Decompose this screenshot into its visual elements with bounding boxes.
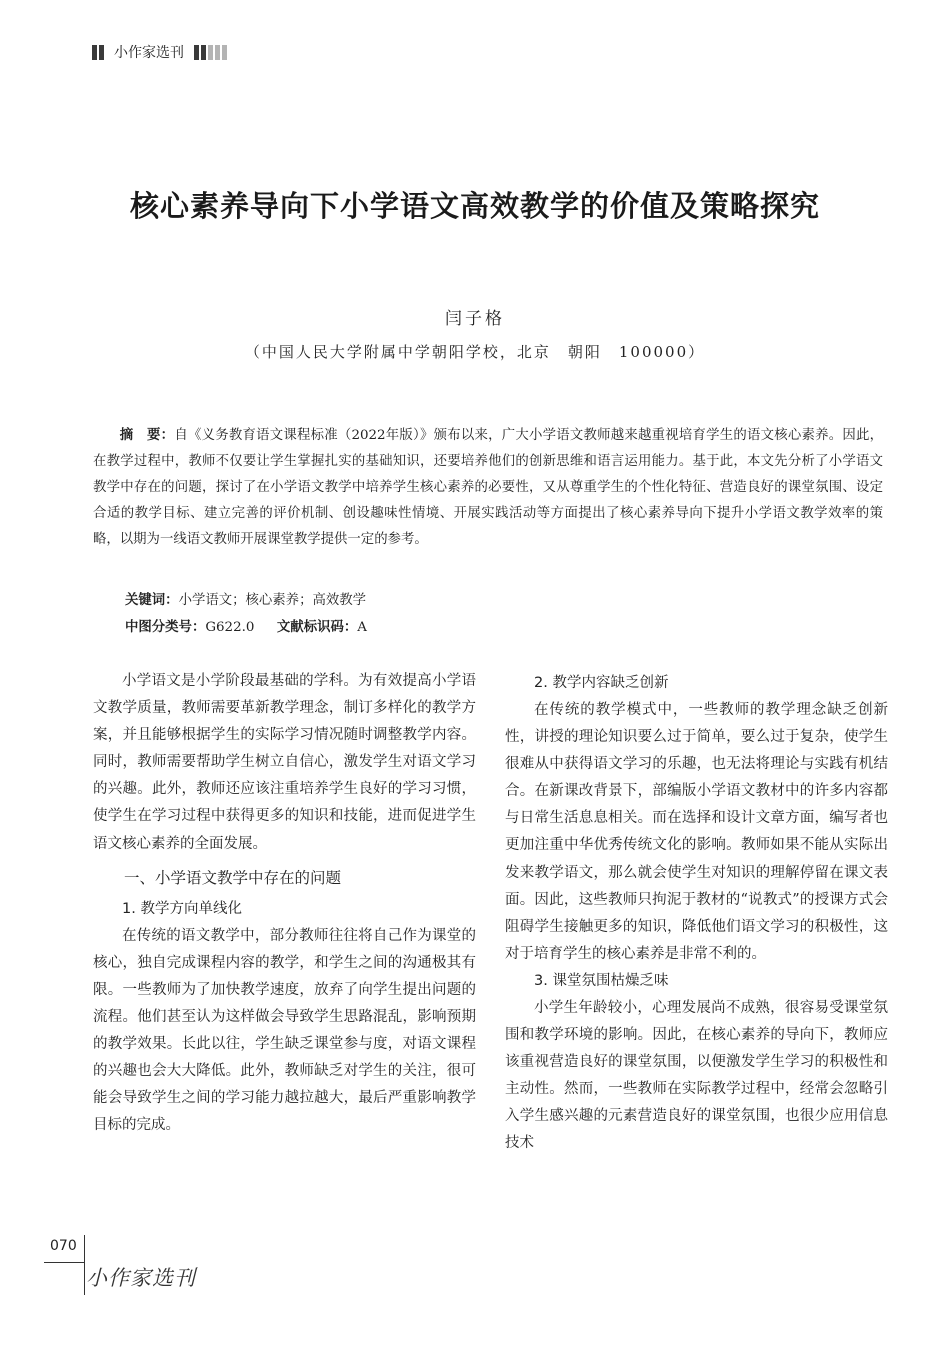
journal-logo: 小作家选刊 [86, 1266, 196, 1290]
keywords-text: 小学语文；核心素养；高效教学 [178, 593, 367, 608]
section-heading: 一、小学语文教学中存在的问题 [124, 868, 342, 887]
intro-paragraph: 小学语文是小学阶段最基础的学科。为有效提高小学语文教学质量，教师需要革新教学理念，制订多样化的教学方案，并且能够根据学生的实际学习情况随时调整教学内容。同时，教师需要帮助学生树立自信心，激发学生对语文学习的兴趣。此外，教师还应该注重培养学生良好的学习习惯，使学生在学习过程中获得更多的知识和技能，进而促进学生语文核心素养的全面发展。 [93, 673, 476, 852]
subsection-heading: 2. 教学内容缺乏创新 [534, 675, 669, 691]
abstract-label: 摘 要： [119, 428, 175, 443]
doc-code-value: A [357, 620, 367, 635]
abstract [93, 423, 883, 553]
subsection-heading: 1. 教学方向单线化 [122, 900, 242, 917]
keywords-label: 关键词： [125, 593, 179, 608]
header-bar-icon [194, 45, 199, 60]
page-number: 070 [50, 1238, 77, 1254]
subsection-heading: 3. 课堂氛围枯燥乏味 [534, 972, 669, 989]
left-column [93, 668, 476, 1139]
body-paragraph: 在传统的语文教学中，部分教师往往将自己作为课堂的核心，独自完成课程内容的教学，和学生之间的沟通极其有限。一些教师为了加快教学速度，放弃了向学生提出问题的流程。他们甚至认为这样做会导致学生思路混乱，影响预期的教学效果。长此以往，学生缺乏课堂参与度，对语文课程的兴趣也会大大降低。此外，教师缺乏对学生的关注，很可能会导致学生之间的学习能力越拉越大，最后严重影响教学目标的完成。 [93, 927, 476, 1134]
header-bar-icon [208, 45, 213, 60]
right-column [505, 668, 888, 1158]
body-paragraph: 在传统的教学模式中，一些教师的教学理念缺乏创新性，讲授的理论知识要么过于简单，要么过于复杂，使学生很难从中获得语文学习的乐趣，也无法将理论与实践有机结合。在新课改背景下，部编版小学语文教材中的许多内容都与日常生活息息相关。而在选择和设计文章方面，编写者也更加注重中华优秀传统文化的影响。教师如果不能从实际出发来教学语文，那么就会使学生对知识的理解停留在课文表面。因此，这些教师只拘泥于教材的“说教式”的授课方式会阻碍学生接触更多的知识，降低他们语文学习的积极性，这对于培育学生的核心素养是非常不利的。 [505, 702, 888, 962]
clc-value: G622.0 [205, 620, 255, 635]
doc-code-label: 文献标识码： [276, 620, 358, 635]
keywords [125, 589, 366, 608]
header-bar-icon [222, 45, 227, 60]
footer-divider [44, 1262, 84, 1263]
header-bar-icon [92, 45, 97, 60]
header-bar-icon [99, 45, 104, 60]
footer-divider [84, 1235, 85, 1295]
clc-label: 中图分类号： [125, 620, 206, 635]
journal-name: 小作家选刊 [114, 45, 184, 61]
body-paragraph: 小学生年龄较小，心理发展尚不成熟，很容易受课堂氛围和教学环境的影响。因此，在核心素养的导向下，教师应该重视营造良好的课堂氛围，以便激发学生学习的积极性和主动性。然而，一些教师在实际教学过程中，经常会忽略引入学生感兴趣的元素营造良好的课堂氛围，也很少应用信息技术 [505, 999, 888, 1152]
author-name: 闫子格 [445, 309, 505, 329]
article-title: 核心素养导向下小学语文高效教学的价值及策略探究 [129, 189, 820, 223]
journal-header [92, 42, 229, 62]
header-bar-icon [215, 45, 220, 60]
header-bar-icon [201, 45, 206, 60]
classification [125, 616, 367, 635]
author-affiliation: （中国人民大学附属中学朝阳学校，北京 朝阳 100000） [244, 343, 706, 361]
abstract-text: 自《义务教育语文课程标准（2022年版）》颁布以来，广大小学语文教师越来越重视培育学生的语文核心素养。因此，在教学过程中，教师不仅要让学生掌握扎实的基础知识，还要培养他们的创新思维和语言运用能力。基于此，本文先分析了小学语文教学中存在的问题，探讨了在小学语文教学中培养学生核心素养的必要性，又从尊重学生的个性化特征、营造良好的课堂氛围、设定合适的教学目标、建立完善的评价机制、创设趣味性情境、开展实践活动等方面提出了核心素养导向下提升小学语文教学效率的策略，以期为一线语文教师开展课堂教学提供一定的参考。 [93, 428, 884, 547]
